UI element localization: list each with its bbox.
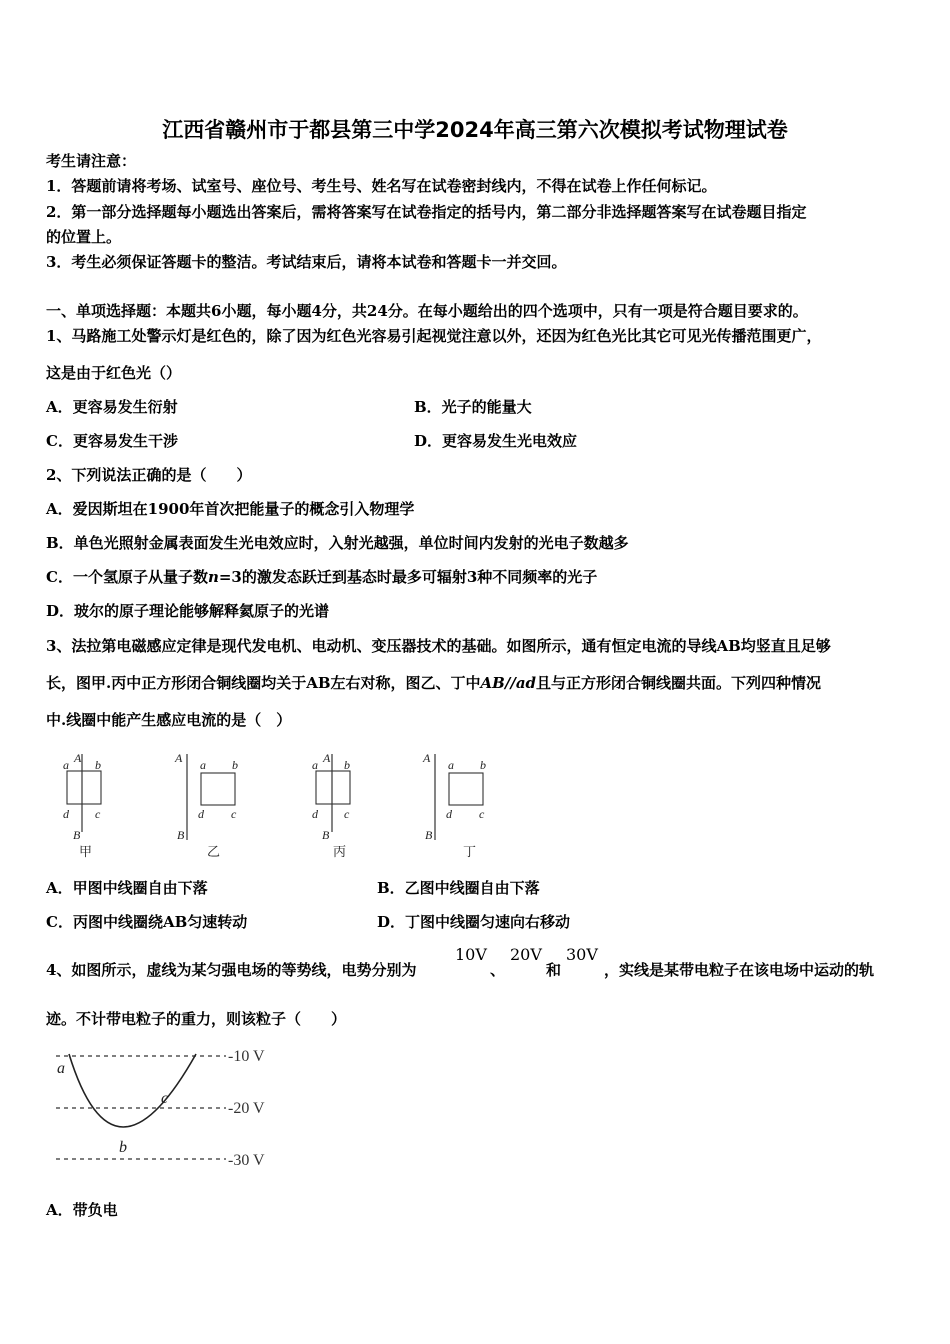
q3-stem-line3: 中.线圈中能产生感应电流的是（ ）: [46, 711, 292, 729]
q4-separator: 、: [490, 961, 506, 979]
q1-stem-line1: 1、马路施工处警示灯是红色的，除了因为红色光容易引起视觉注意以外，还因为红色光比其它可见光传播范围更广，: [46, 327, 822, 345]
q4-stem-line1-pre: 4、如图所示，虚线为某匀强电场的等势线，电势分别为: [46, 961, 417, 979]
particle-trajectory: [69, 1054, 196, 1127]
panel-bing: [312, 751, 350, 859]
label-a: a: [448, 758, 454, 772]
potential-10v: 10V: [455, 945, 487, 964]
caption-ding: 丁: [463, 844, 477, 859]
label-b-wire: B: [177, 828, 185, 842]
label-a: a: [200, 758, 206, 772]
caption-bing: 丙: [333, 844, 347, 859]
level-label-30v: -30 V: [228, 1152, 265, 1169]
level-label-10v: -10 V: [228, 1048, 265, 1065]
label-d: d: [198, 807, 204, 821]
label-a: A: [323, 751, 331, 765]
label-b: b: [480, 758, 486, 772]
q1-option-b: B．光子的能量大: [414, 398, 532, 416]
notice-item: 的位置上。: [46, 228, 122, 246]
q4-stem-line1-post: ，实线是某带电粒子在该电场中运动的轨: [604, 961, 875, 979]
caption-jia: 甲: [79, 844, 93, 859]
notice-item: 3．考生必须保证答题卡的整洁。考试结束后，请将本试卷和答题卡一并交回。: [46, 253, 567, 271]
level-label-20v: -20 V: [228, 1100, 265, 1117]
label-a: A: [423, 751, 431, 765]
coil-square: [201, 773, 235, 805]
notice-item: 2．第一部分选择题每小题选出答案后，需将答案写在试卷指定的括号内，第二部分非选择题答案写在试卷题目指定: [46, 203, 807, 221]
label-c: c: [95, 807, 101, 821]
label-a: a: [312, 758, 318, 772]
coil-square: [316, 771, 350, 804]
point-c-label: c: [161, 1090, 169, 1107]
label-b: b: [344, 758, 350, 772]
notice-heading: 考生请注意：: [46, 152, 137, 170]
page-title: 江西省赣州市于都县第三中学2024年高三第六次模拟考试物理试卷: [162, 118, 788, 142]
panel-yi: [174, 751, 238, 859]
q1-stem-line2: 这是由于红色光（）: [46, 364, 182, 382]
label-b-wire: B: [425, 828, 433, 842]
q1-option-a: A．更容易发生衍射: [46, 398, 178, 416]
q3-stem-line2: 长，图甲.丙中正方形闭合铜线圈均关于AB左右对称，图乙、丁中AB//ad且与正方形闭合铜线圈共面。下列四种情况: [46, 674, 822, 692]
panel-ding: [422, 751, 486, 859]
q3-stem-line1: 3、法拉第电磁感应定律是现代发电机、电动机、变压器技术的基础。如图所示，通有恒定电流的导线AB均竖直且足够: [46, 637, 831, 655]
q3-option-a: A．甲图中线圈自由下落: [46, 879, 208, 897]
q4-separator: 和: [546, 961, 562, 979]
potential-30v: 30V: [566, 945, 598, 964]
coil-figure: [55, 748, 505, 866]
q3-option-b: B．乙图中线圈自由下落: [377, 879, 540, 897]
label-a: A: [175, 751, 183, 765]
q1-option-c: C．更容易发生干涉: [46, 432, 178, 450]
q3-option-d: D．丁图中线圈匀速向右移动: [377, 913, 571, 931]
q4-option-a: A．带负电: [46, 1201, 118, 1219]
label-b: b: [232, 758, 238, 772]
potential-20v: 20V: [510, 945, 542, 964]
coil-square: [67, 771, 101, 804]
label-d: d: [63, 807, 69, 821]
q4-stem-line2: 迹。不计带电粒子的重力，则该粒子（ ）: [46, 1010, 347, 1028]
q1-option-d: D．更容易发生光电效应: [414, 432, 578, 450]
q2-option-b: B．单色光照射金属表面发生光电效应时，入射光越强，单位时间内发射的光电子数越多: [46, 534, 629, 552]
label-c: c: [479, 807, 485, 821]
label-a: a: [63, 758, 69, 772]
section-heading: 一、单项选择题：本题共6小题，每小题4分，共24分。在每小题给出的四个选项中，只有一项是符合题目要求的。: [46, 302, 808, 320]
caption-yi: 乙: [207, 844, 221, 859]
equipotential-figure: [50, 1040, 280, 1172]
q2-option-a: A．爱因斯坦在1900年首次把能量子的概念引入物理学: [46, 500, 415, 518]
label-c: c: [231, 807, 237, 821]
coil-square: [449, 773, 483, 805]
label-b-wire: B: [73, 828, 81, 842]
q2-stem: 2、下列说法正确的是（ ）: [46, 466, 252, 484]
notice-item: 1．答题前请将考场、试室号、座位号、考生号、姓名写在试卷密封线内，不得在试卷上作任何标记。: [46, 177, 717, 195]
label-a: A: [74, 751, 82, 765]
q2-option-d: D．玻尔的原子理论能够解释氦原子的光谱: [46, 602, 330, 620]
panel-jia: [63, 751, 101, 859]
label-d: d: [312, 807, 318, 821]
q2-option-c: C．一个氢原子从量子数n=3的激发态跃迁到基态时最多可辐射3种不同频率的光子: [46, 568, 598, 586]
label-b-wire: B: [322, 828, 330, 842]
point-b-label: b: [119, 1139, 127, 1156]
point-a-label: a: [57, 1060, 65, 1077]
label-b: b: [95, 758, 101, 772]
q3-option-c: C．丙图中线圈绕AB匀速转动: [46, 913, 248, 931]
label-d: d: [446, 807, 452, 821]
label-c: c: [344, 807, 350, 821]
